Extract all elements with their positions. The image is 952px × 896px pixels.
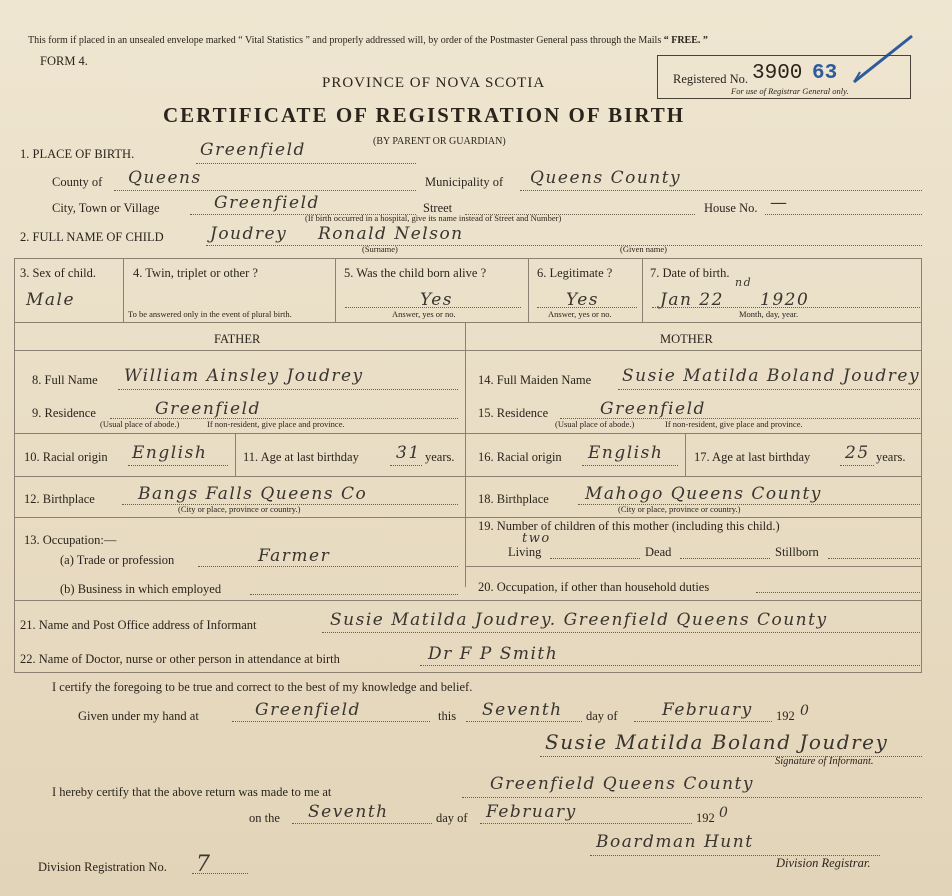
place-of-birth-value: Greenfield — [200, 140, 306, 160]
house-number-label: House No. — [704, 201, 758, 215]
sex-value: Male — [26, 290, 76, 310]
born-alive-note: Answer, yes or no. — [392, 309, 456, 319]
father-age-label: 11. Age at last birthday — [243, 450, 359, 464]
informant-signature: Susie Matilda Boland Joudrey — [545, 730, 889, 754]
registrar-day-value: Seventh — [308, 802, 389, 822]
father-race-label: 10. Racial origin — [24, 450, 108, 464]
division-registration-label: Division Registration No. — [38, 860, 167, 874]
municipality-label: Municipality of — [425, 175, 504, 189]
father-residence-label: 9. Residence — [32, 406, 96, 420]
date-of-birth-label: 7. Date of birth. — [650, 266, 730, 280]
father-residence-value: Greenfield — [155, 399, 261, 419]
registered-label: Registered No. — [673, 72, 748, 86]
postal-note-text: This form if placed in an unsealed envelope marked “ Vital Statistics ” and properly addressed will, by order of the Postmaster General pass through the Mails — [28, 35, 662, 46]
child-name-label: 2. FULL NAME OF CHILD — [20, 230, 164, 244]
mother-residence-label: 15. Residence — [478, 406, 549, 420]
on-the-label: on the — [249, 811, 280, 825]
given-year-prefix: 192 — [776, 709, 795, 723]
signature-label: Signature of Informant. — [775, 756, 874, 767]
registrar-year-value: 0 — [719, 805, 730, 821]
father-age-value: 31 — [396, 443, 421, 463]
registrar-note: For use of Registrar General only. — [731, 86, 849, 96]
born-alive-label: 5. Was the child born alive ? — [344, 266, 487, 280]
children-count-label: 19. Number of children of this mother (including this child.) — [478, 519, 780, 533]
living-count-value: two — [522, 531, 551, 546]
surname-note: (Surname) — [362, 244, 398, 254]
given-year-value: 0 — [800, 703, 811, 719]
living-label: Living — [508, 545, 542, 559]
mother-residence-note-left: (Usual place of abode.) — [555, 419, 635, 429]
born-alive-value: Yes — [420, 290, 454, 310]
county-label: County of — [52, 175, 103, 189]
doctor-label: 22. Name of Doctor, nurse or other person in attendance at birth — [20, 652, 340, 666]
hospital-note: (If birth occurred in a hospital, give its name instead of Street and Number) — [305, 213, 562, 223]
child-surname-value: Joudrey — [210, 224, 288, 244]
date-of-birth-note: Month, day, year. — [739, 309, 799, 319]
informant-label: 21. Name and Post Office address of Informant — [20, 618, 257, 632]
street-label: Street — [423, 201, 453, 215]
mother-heading: MOTHER — [660, 332, 713, 346]
doctor-value: Dr F P Smith — [428, 644, 559, 664]
postal-note — [28, 35, 708, 46]
father-race-value: English — [132, 443, 208, 463]
mother-name-value: Susie Matilda Boland Joudrey — [622, 366, 921, 386]
date-of-birth-year: 1920 — [760, 290, 810, 310]
mother-residence-value: Greenfield — [600, 399, 706, 419]
business-label: (b) Business in which employed — [60, 582, 222, 596]
father-birthplace-label: 12. Birthplace — [24, 492, 95, 506]
stillborn-label: Stillborn — [775, 545, 819, 559]
division-registration-value: 7 — [196, 852, 212, 877]
place-of-birth-label: 1. PLACE OF BIRTH. — [20, 147, 135, 161]
given-month-value: February — [662, 700, 753, 720]
sex-label: 3. Sex of child. — [20, 266, 97, 280]
mother-age-value: 25 — [845, 443, 870, 463]
registrar-day-of-label: day of — [436, 811, 468, 825]
father-name-value: William Ainsley Joudrey — [124, 366, 364, 386]
registrar-year-prefix: 192 — [696, 811, 715, 825]
dead-label: Dead — [645, 545, 672, 559]
mother-name-label: 14. Full Maiden Name — [478, 373, 592, 387]
mother-age-label: 17. Age at last birthday — [694, 450, 811, 464]
this-label: this — [438, 709, 457, 723]
division-registrar-label: Division Registrar. — [776, 856, 871, 870]
mother-residence-note-right: If non-resident, give place and province. — [665, 419, 803, 429]
certificate-title: CERTIFICATE OF REGISTRATION OF BIRTH — [163, 103, 686, 127]
given-day-value: Seventh — [482, 700, 563, 720]
registrar-place-value: Greenfield Queens County — [490, 774, 754, 794]
mother-occupation-label: 20. Occupation, if other than household duties — [478, 580, 710, 594]
registrar-month-value: February — [486, 802, 577, 822]
registered-number-printed: 3900 — [752, 62, 803, 85]
occupation-label: 13. Occupation:— — [24, 533, 117, 547]
form-number: FORM 4. — [40, 54, 88, 68]
given-place-value: Greenfield — [255, 700, 361, 720]
mother-birthplace-note: (City or place, province or country.) — [618, 504, 741, 514]
municipality-value: Queens County — [530, 168, 682, 188]
postal-note-free: “ FREE. ” — [663, 35, 708, 46]
child-given-value: Ronald Nelson — [318, 224, 464, 244]
city-label: City, Town or Village — [52, 201, 160, 215]
legitimate-value: Yes — [566, 290, 600, 310]
registered-number-written: 63 — [812, 62, 838, 85]
registrar-signature: Boardman Hunt — [596, 832, 754, 852]
date-of-birth-suffix: nd — [735, 276, 753, 289]
father-name-label: 8. Full Name — [32, 373, 98, 387]
father-birthplace-value: Bangs Falls Queens Co — [138, 484, 368, 504]
given-under-label: Given under my hand at — [78, 709, 199, 723]
mother-age-unit: years. — [876, 450, 906, 464]
father-heading: FATHER — [214, 332, 261, 346]
informant-value: Susie Matilda Joudrey. Greenfield Queens County — [330, 610, 828, 630]
date-of-birth-value: Jan 22 — [660, 290, 724, 310]
mother-race-value: English — [588, 443, 664, 463]
given-name-note: (Given name) — [620, 244, 667, 254]
trade-label: (a) Trade or profession — [60, 553, 175, 567]
father-residence-note-left: (Usual place of abode.) — [100, 419, 180, 429]
registrar-statement: I hereby certify that the above return was made to me at — [52, 785, 332, 799]
certificate-subtitle: (BY PARENT OR GUARDIAN) — [373, 136, 506, 147]
day-of-label: day of — [586, 709, 618, 723]
father-age-unit: years. — [425, 450, 455, 464]
city-value: Greenfield — [214, 193, 320, 213]
legitimate-note: Answer, yes or no. — [548, 309, 612, 319]
county-value: Queens — [128, 168, 202, 188]
mother-birthplace-label: 18. Birthplace — [478, 492, 549, 506]
legitimate-label: 6. Legitimate ? — [537, 266, 613, 280]
mother-birthplace-value: Mahogo Queens County — [585, 484, 822, 504]
mother-race-label: 16. Racial origin — [478, 450, 562, 464]
twin-note: To be answered only in the event of plural birth. — [128, 309, 292, 319]
certify-statement: I certify the foregoing to be true and correct to the best of my knowledge and belief. — [52, 680, 473, 694]
trade-value: Farmer — [258, 546, 331, 566]
province-heading: PROVINCE OF NOVA SCOTIA — [322, 75, 546, 91]
house-number-value: — — [770, 193, 789, 213]
father-birthplace-note: (City or place, province or country.) — [178, 504, 301, 514]
father-residence-note-right: If non-resident, give place and province. — [207, 419, 345, 429]
twin-label: 4. Twin, triplet or other ? — [133, 266, 258, 280]
